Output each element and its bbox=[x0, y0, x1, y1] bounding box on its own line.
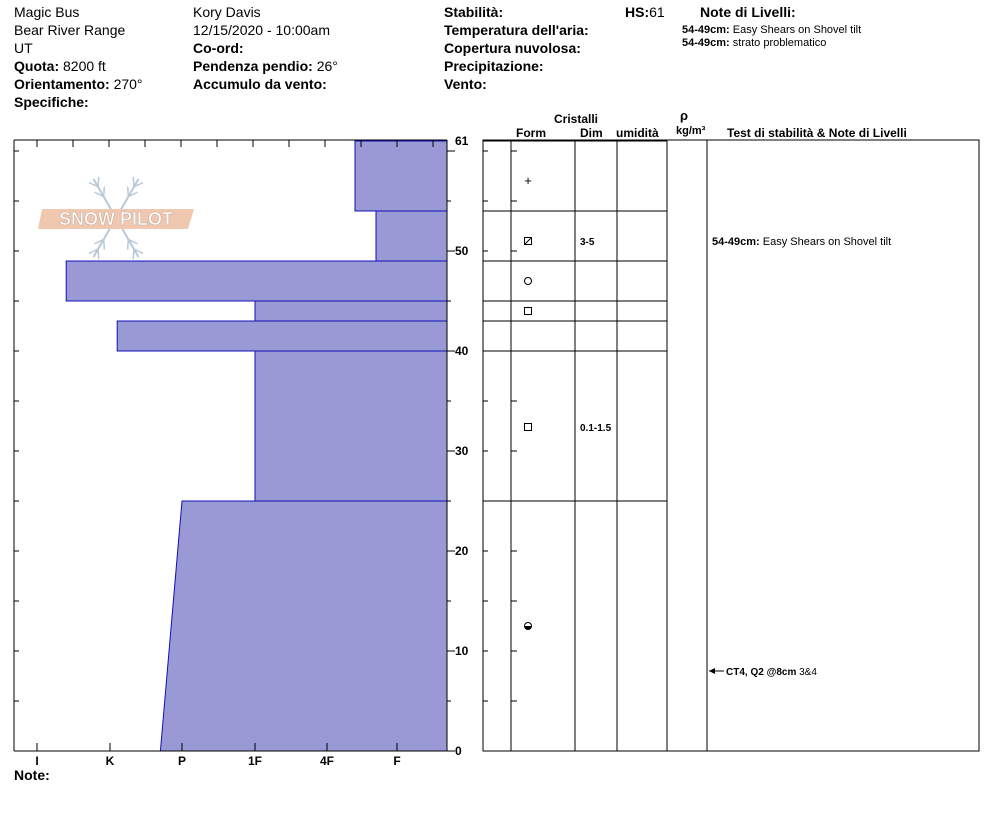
stability-test-text: 3&4 bbox=[796, 667, 817, 678]
elevation-value: 8200 ft bbox=[63, 58, 106, 74]
stability-test-note bbox=[726, 667, 817, 678]
depth-tick-label: 20 bbox=[455, 544, 469, 558]
slope-angle-value: 26° bbox=[316, 58, 338, 74]
mountain-range: Bear River Range bbox=[14, 22, 126, 38]
depth-tick-label: 10 bbox=[455, 644, 469, 658]
notes-label: Note: bbox=[14, 767, 50, 783]
hardness-tick-label: 1F bbox=[247, 754, 263, 768]
location-name: Magic Bus bbox=[14, 4, 80, 20]
hardness-tick-label: 4F bbox=[319, 754, 335, 768]
hardness-layer bbox=[376, 211, 447, 261]
snowflake-branch bbox=[98, 249, 99, 259]
crystal-form-plus: + bbox=[524, 173, 532, 188]
aspect-label: Orientamento: bbox=[14, 76, 110, 92]
snow-pilot-logo bbox=[38, 177, 194, 259]
snowflake-branch bbox=[104, 239, 105, 249]
crystal-table-frame bbox=[483, 140, 979, 751]
stability-tests-heading: Test di stabilità & Note di Livelli bbox=[727, 126, 907, 140]
snow-height-label: HS: bbox=[625, 4, 650, 20]
precipitation-label: Precipitazione: bbox=[444, 58, 544, 74]
crystals-heading: Cristalli bbox=[554, 112, 599, 126]
depth-tick-label: 61 bbox=[455, 134, 469, 148]
snowflake-branch bbox=[133, 249, 134, 259]
wind-loading-label: Accumulo da vento: bbox=[193, 76, 327, 92]
depth-tick-label: 30 bbox=[455, 444, 469, 458]
wetness-heading: umidità bbox=[616, 126, 659, 140]
hardness-layer bbox=[160, 501, 447, 751]
aspect-value: 270° bbox=[113, 76, 143, 92]
crystal-form-circle bbox=[525, 278, 532, 285]
datetime: 12/15/2020 - 10:00am bbox=[193, 22, 330, 38]
snowflake-branch bbox=[104, 187, 105, 197]
snow-height-value: 61 bbox=[649, 4, 665, 20]
hardness-tick-label: F bbox=[393, 754, 401, 768]
crystal-size-label: 0.1-1.5 bbox=[580, 423, 612, 434]
density-unit: kg/m³ bbox=[676, 125, 706, 137]
snowflake-branch bbox=[133, 177, 134, 187]
cloud-cover-label: Copertura nuvolosa: bbox=[444, 40, 581, 56]
hardness-tick-label: P bbox=[177, 754, 187, 768]
hardness-layer bbox=[355, 141, 447, 211]
state: UT bbox=[14, 40, 33, 56]
size-heading: Dim bbox=[580, 126, 603, 140]
stability-test-depth: 54-49cm: bbox=[712, 236, 760, 248]
test-pointer-arrow bbox=[709, 668, 715, 674]
hardness-layer bbox=[117, 321, 447, 351]
layer-note-1-text: Easy Shears on Shovel tilt bbox=[732, 24, 862, 36]
specifics-label: Specifiche: bbox=[14, 94, 89, 110]
stability-test-result: CT4, Q2 @8cm bbox=[726, 667, 797, 678]
stability-label: Stabilità: bbox=[444, 4, 504, 20]
crystal-form-square bbox=[525, 424, 532, 431]
layer-note-2-text: strato problematico bbox=[732, 37, 827, 49]
air-temp-label: Temperatura dell'aria: bbox=[444, 22, 589, 38]
layer-note-2-depth: 54-49cm: bbox=[682, 37, 730, 49]
hardness-layer bbox=[66, 261, 447, 301]
stability-test-text: Easy Shears on Shovel tilt bbox=[759, 236, 892, 248]
crystal-form-facet-slash bbox=[525, 238, 532, 245]
wind-label: Vento: bbox=[444, 76, 487, 92]
chart-labels bbox=[35, 134, 891, 768]
form-heading: Form bbox=[516, 126, 546, 140]
depth-tick-label: 50 bbox=[455, 244, 469, 258]
stability-test-note bbox=[712, 236, 891, 248]
elevation-label: Quota: bbox=[14, 58, 60, 74]
hardness-layer bbox=[255, 301, 447, 321]
density-symbol: ρ bbox=[680, 108, 689, 123]
layer-notes-title: Note di Livelli: bbox=[700, 4, 796, 20]
crystal-form-square bbox=[525, 308, 532, 315]
depth-tick-label: 0 bbox=[455, 744, 462, 758]
layer-note-1-depth: 54-49cm: bbox=[682, 24, 730, 36]
crystal-size-label: 3-5 bbox=[580, 237, 595, 248]
hardness-tick-label: K bbox=[105, 754, 115, 768]
hardness-tick-label: I bbox=[35, 754, 39, 768]
hardness-layer bbox=[255, 351, 447, 501]
observer: Kory Davis bbox=[193, 4, 261, 20]
snowflake-branch bbox=[128, 239, 129, 249]
chart-frames bbox=[14, 140, 979, 751]
snowflake-branch bbox=[128, 187, 129, 197]
slope-angle-label: Pendenza pendio: bbox=[193, 58, 313, 74]
depth-tick-label: 40 bbox=[455, 344, 469, 358]
crystal-form-symbols bbox=[524, 173, 611, 630]
logo-text: SNOW PILOT bbox=[59, 209, 173, 229]
snowflake-branch bbox=[98, 177, 99, 187]
coord-label: Co-ord: bbox=[193, 40, 244, 56]
